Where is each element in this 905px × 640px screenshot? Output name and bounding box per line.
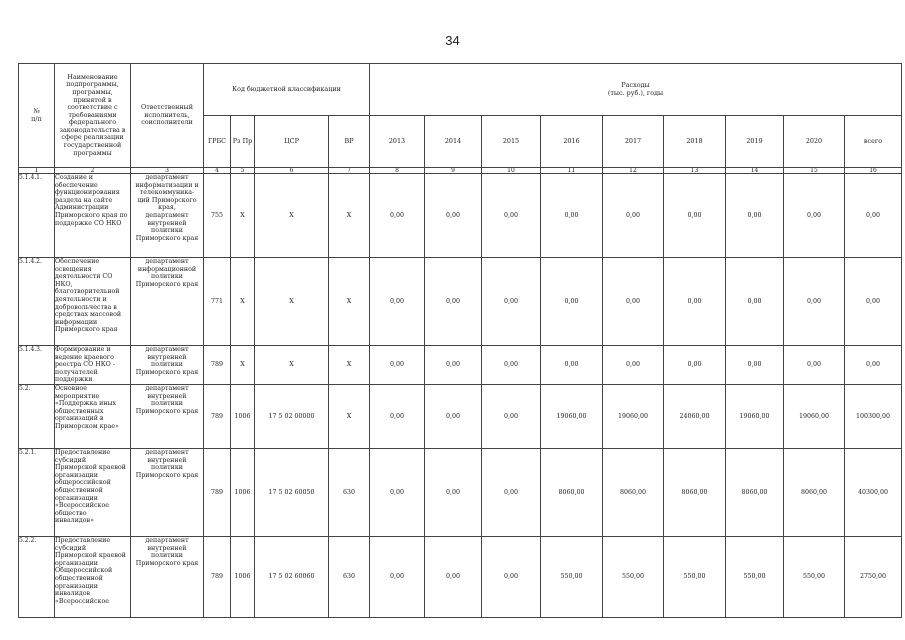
row-value: 0,00 (482, 258, 541, 346)
column-number: 9 (425, 168, 482, 174)
row-value: 550,00 (541, 537, 603, 618)
row-value: 550,00 (726, 537, 784, 618)
column-number: 10 (482, 168, 541, 174)
row-value: 8060,00 (726, 449, 784, 537)
row-grbs: 789 (204, 385, 231, 449)
row-name: Предоставление субсидий Приморской краевой организации Общероссийской общественной организации инвалидов «Всероссийское (55, 537, 131, 618)
budget-table (18, 63, 902, 618)
row-value: 0,00 (664, 258, 726, 346)
row-value: 0,00 (370, 537, 425, 618)
row-csr: 17 5 02 00000 (255, 385, 329, 449)
row-value: 0,00 (425, 346, 482, 385)
header-year: 2019 (726, 116, 784, 168)
column-number: 2 (55, 168, 131, 174)
column-number: 7 (329, 168, 370, 174)
row-value: 0,00 (425, 449, 482, 537)
column-number: 5 (231, 168, 255, 174)
row-number: 5.2.1. (19, 449, 55, 537)
row-total: 2750,00 (845, 537, 902, 618)
row-value: 0,00 (482, 537, 541, 618)
table-row (19, 258, 902, 346)
column-number: 13 (664, 168, 726, 174)
row-rzpr: X (231, 346, 255, 385)
header-year: 2014 (425, 116, 482, 168)
table-body (19, 174, 902, 618)
row-name: Предоставление субсидий Приморской краевой организации общероссийской общественной организации «Всероссийское общество инвалидов» (55, 449, 131, 537)
row-value: 8060,00 (784, 449, 845, 537)
header-executor: Ответственный исполнитель, соисполнители (131, 64, 204, 168)
row-value: 8060,00 (541, 449, 603, 537)
row-executor: департамент внутренней политики Приморского края (131, 346, 204, 385)
row-number: 5.1.4.2. (19, 258, 55, 346)
column-number: 14 (726, 168, 784, 174)
row-value: 0,00 (784, 174, 845, 258)
row-name: Обеспечение освещения деятельности СО НКО, благотворительной деятельности и добровольчества в средствах массовой информации Приморского края (55, 258, 131, 346)
row-vr: X (329, 346, 370, 385)
table-row (19, 449, 902, 537)
header-rzpr: Рз Пр (231, 116, 255, 168)
table-row (19, 346, 902, 385)
row-executor: департамент информационной политики Приморского края (131, 258, 204, 346)
row-value: 0,00 (425, 537, 482, 618)
header-year: 2015 (482, 116, 541, 168)
header-no: № п/п (19, 64, 55, 168)
row-value: 0,00 (603, 258, 664, 346)
page-number: 34 (445, 33, 460, 48)
row-value: 0,00 (482, 449, 541, 537)
row-csr: X (255, 346, 329, 385)
row-number: 5.1.4.3. (19, 346, 55, 385)
row-grbs: 789 (204, 449, 231, 537)
row-vr: X (329, 385, 370, 449)
column-number: 6 (255, 168, 329, 174)
column-number: 16 (845, 168, 902, 174)
row-value: 0,00 (482, 174, 541, 258)
row-value: 0,00 (370, 449, 425, 537)
row-value: 0,00 (541, 258, 603, 346)
row-value: 8060,00 (664, 449, 726, 537)
row-rzpr: 1006 (231, 537, 255, 618)
row-value: 0,00 (603, 174, 664, 258)
header-year: 2020 (784, 116, 845, 168)
row-name: Создание и обеспечение функционирования раздела на сайте Администрации Приморского края по поддержке СО НКО (55, 174, 131, 258)
row-value: 19060,00 (541, 385, 603, 449)
row-executor: департамент внутренней политики Приморского края (131, 537, 204, 618)
column-number: 15 (784, 168, 845, 174)
row-value: 19060,00 (726, 385, 784, 449)
header-year: 2016 (541, 116, 603, 168)
row-rzpr: 1006 (231, 385, 255, 449)
row-value: 0,00 (425, 258, 482, 346)
column-number: 4 (204, 168, 231, 174)
row-total: 0,00 (845, 346, 902, 385)
row-grbs: 789 (204, 537, 231, 618)
row-number: 5.1.4.1. (19, 174, 55, 258)
row-value: 0,00 (784, 258, 845, 346)
row-value: 0,00 (541, 174, 603, 258)
row-name: Основное мероприятие «Поддержка иных общественных организаций в Приморском крае» (55, 385, 131, 449)
row-value: 0,00 (370, 346, 425, 385)
row-value: 0,00 (726, 258, 784, 346)
column-number: 8 (370, 168, 425, 174)
row-csr: 17 5 02 60060 (255, 537, 329, 618)
row-executor: департамент информатизации и телекоммуника- ций Приморского края, департамент внутренней политики Приморского края (131, 174, 204, 258)
row-value: 0,00 (726, 174, 784, 258)
table-row (19, 537, 902, 618)
row-vr: 630 (329, 449, 370, 537)
row-value: 0,00 (784, 346, 845, 385)
row-value: 550,00 (664, 537, 726, 618)
row-value: 0,00 (370, 174, 425, 258)
row-executor: департамент внутренней политики Приморского края (131, 449, 204, 537)
row-total: 100300,00 (845, 385, 902, 449)
header-budget-code: Код бюджетной классификации (204, 64, 370, 116)
row-rzpr: 1006 (231, 449, 255, 537)
row-number: 5.2. (19, 385, 55, 449)
row-value: 550,00 (784, 537, 845, 618)
row-value: 24060,00 (664, 385, 726, 449)
header-year: 2018 (664, 116, 726, 168)
header-total: всего (845, 116, 902, 168)
row-grbs: 789 (204, 346, 231, 385)
row-rzpr: X (231, 258, 255, 346)
column-number: 1 (19, 168, 55, 174)
row-total: 0,00 (845, 174, 902, 258)
header-year: 2013 (370, 116, 425, 168)
row-value: 0,00 (603, 346, 664, 385)
row-value: 0,00 (482, 385, 541, 449)
row-vr: X (329, 258, 370, 346)
column-number: 12 (603, 168, 664, 174)
row-value: 0,00 (425, 385, 482, 449)
row-grbs: 771 (204, 258, 231, 346)
row-total: 0,00 (845, 258, 902, 346)
row-vr: 630 (329, 537, 370, 618)
header-expenses: Расходы (тыс. руб.), годы (370, 64, 902, 116)
row-value: 0,00 (541, 346, 603, 385)
row-name: Формирование и ведение краевого реестра СО НКО - получателей поддержки (55, 346, 131, 385)
row-value: 0,00 (664, 174, 726, 258)
table-row (19, 385, 902, 449)
header-name: Наименование подпрограммы, программы, принятой в соответствие с требованиями федерального законодательства в сфере реализации государственной программы (55, 64, 131, 168)
table-header (19, 64, 902, 174)
column-number: 11 (541, 168, 603, 174)
table-row (19, 174, 902, 258)
header-csr: ЦСР (255, 116, 329, 168)
column-number: 3 (131, 168, 204, 174)
row-value: 19060,00 (603, 385, 664, 449)
row-value: 0,00 (482, 346, 541, 385)
row-rzpr: X (231, 174, 255, 258)
row-value: 0,00 (370, 385, 425, 449)
row-value: 19060,00 (784, 385, 845, 449)
header-year: 2017 (603, 116, 664, 168)
row-grbs: 755 (204, 174, 231, 258)
row-csr: 17 5 02 60050 (255, 449, 329, 537)
row-value: 0,00 (370, 258, 425, 346)
row-value: 0,00 (425, 174, 482, 258)
row-value: 0,00 (664, 346, 726, 385)
row-number: 5.2.2. (19, 537, 55, 618)
row-executor: департамент внутренней политики Приморского края (131, 385, 204, 449)
row-csr: X (255, 174, 329, 258)
row-value: 550,00 (603, 537, 664, 618)
row-value: 8060,00 (603, 449, 664, 537)
row-vr: X (329, 174, 370, 258)
header-grbs: ГРБС (204, 116, 231, 168)
row-total: 40300,00 (845, 449, 902, 537)
row-value: 0,00 (726, 346, 784, 385)
header-vr: ВР (329, 116, 370, 168)
row-csr: X (255, 258, 329, 346)
